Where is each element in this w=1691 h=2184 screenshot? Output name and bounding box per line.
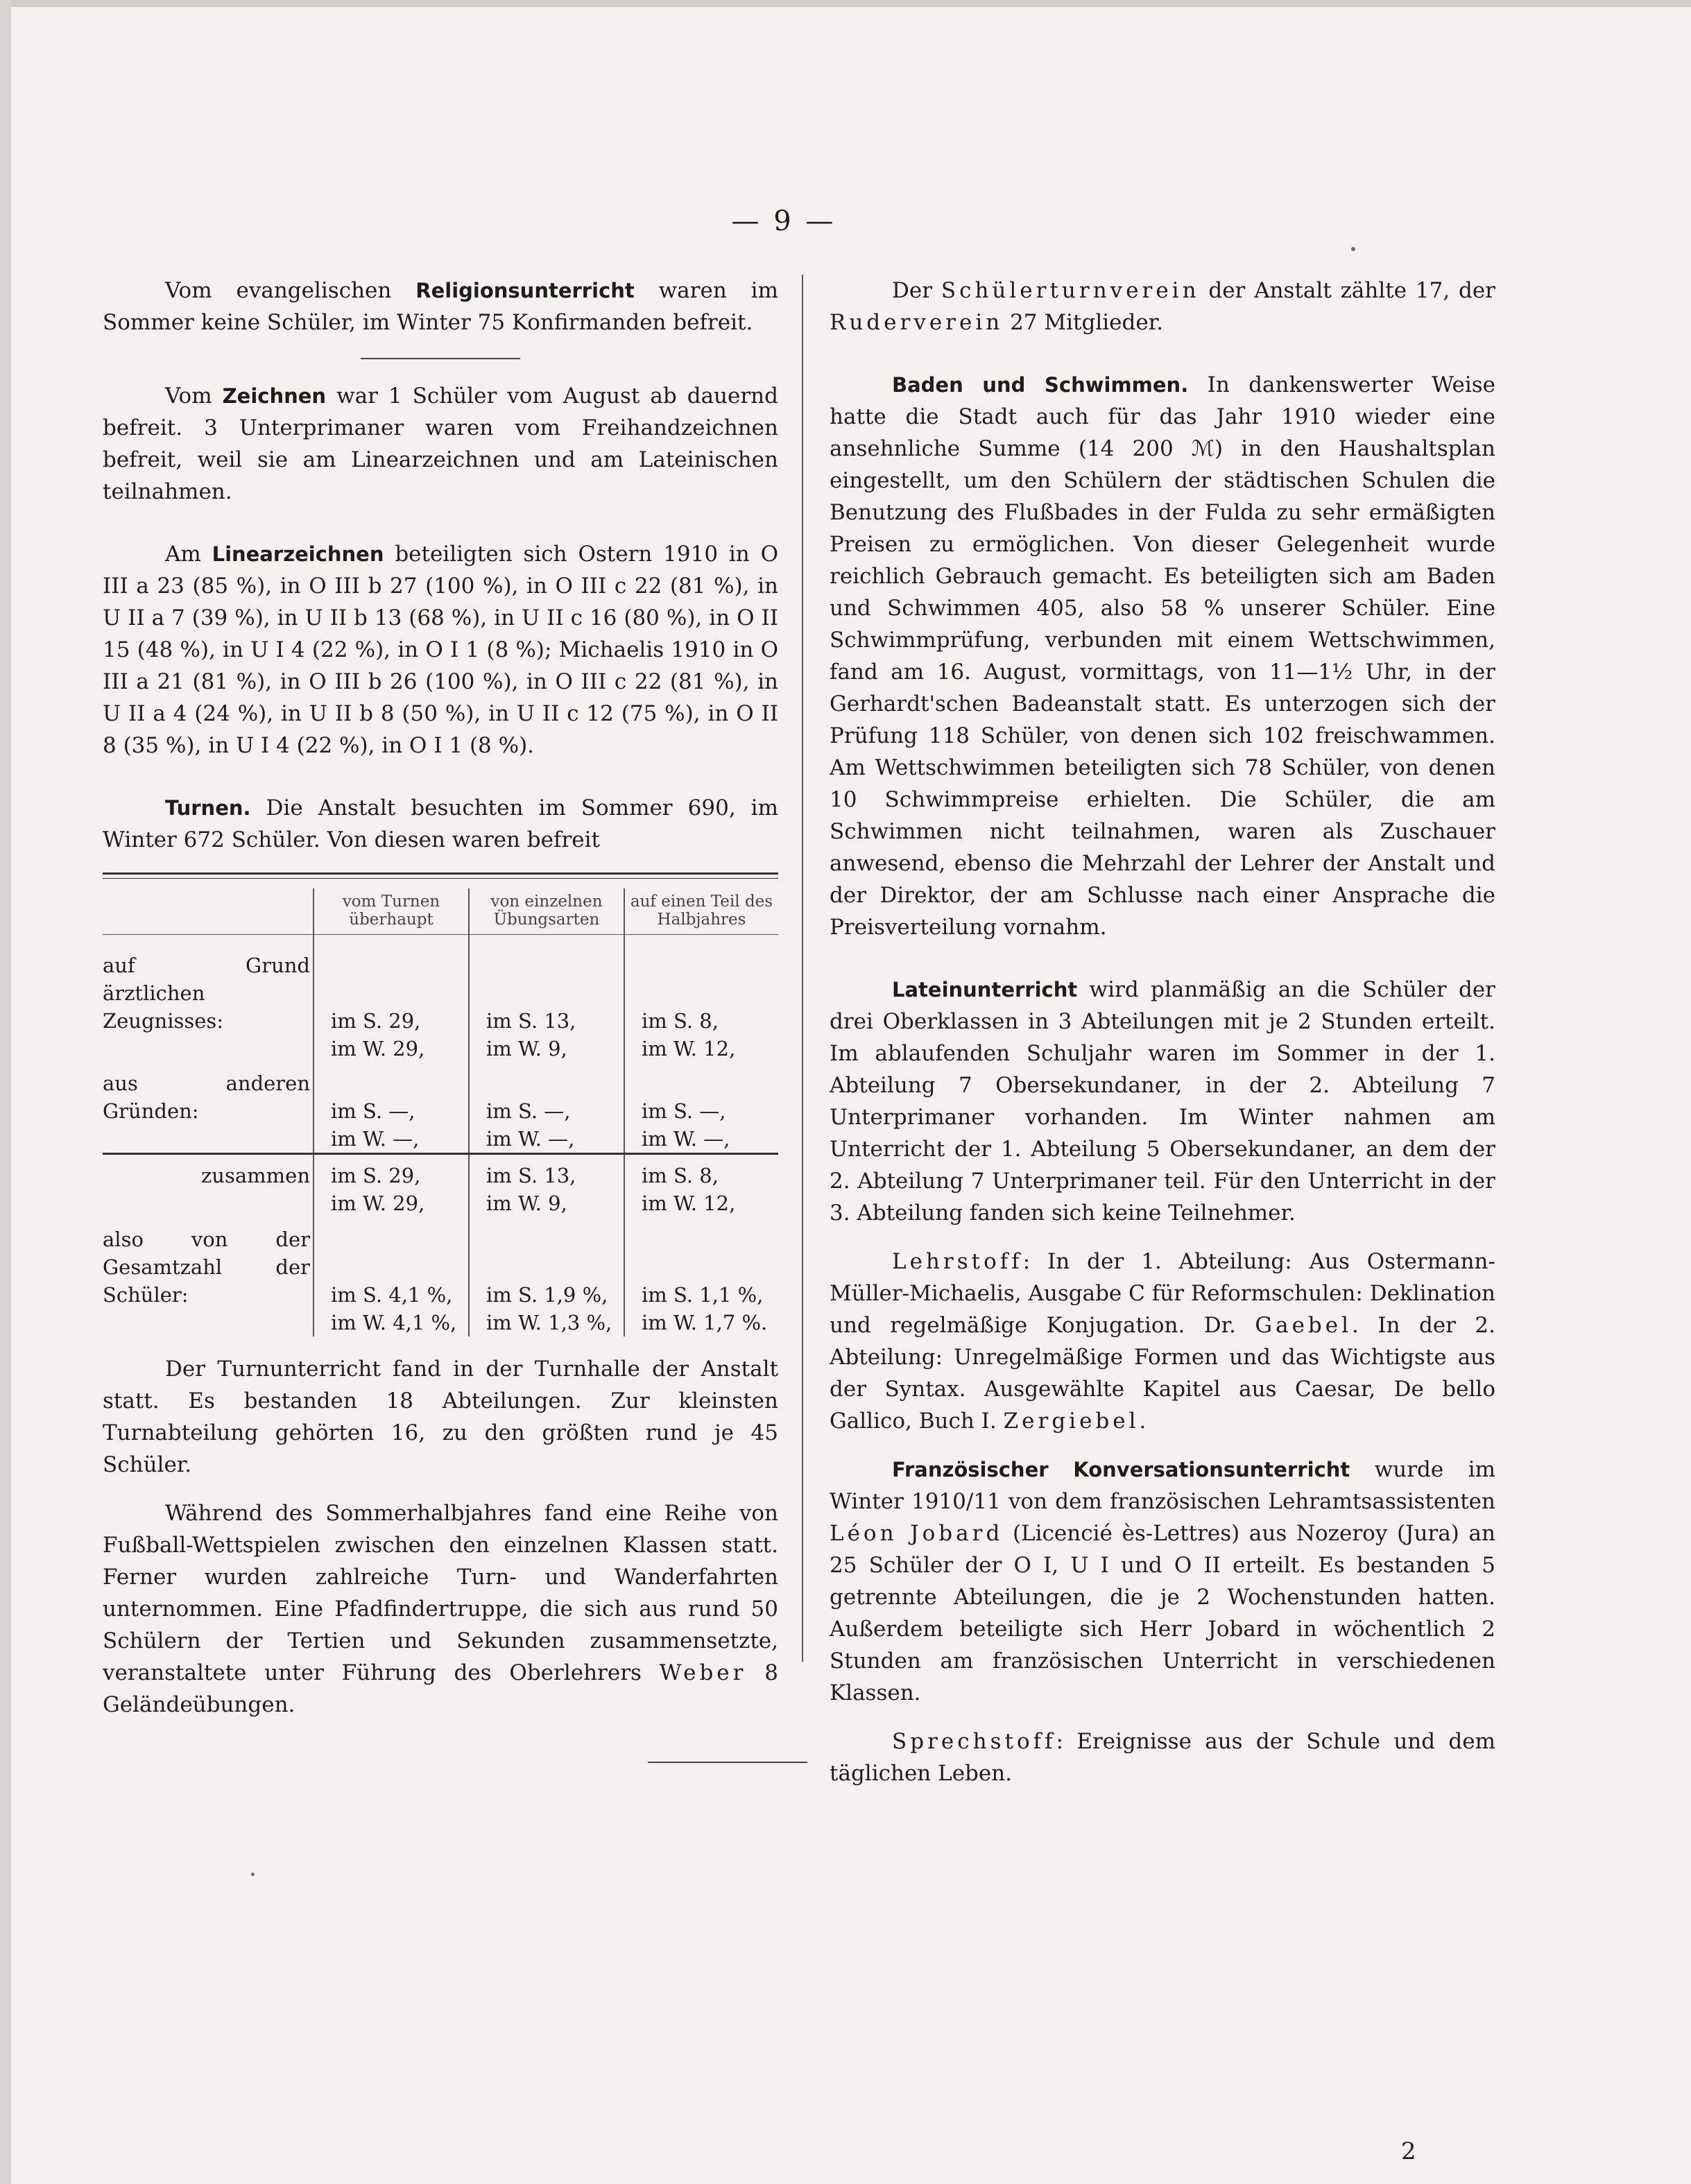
row-label: zusammen xyxy=(103,1154,314,1190)
heading-franzoesischer-konversationsunterricht: Französischer Konversationsunterricht xyxy=(892,1458,1350,1481)
table-row xyxy=(103,935,778,1035)
row-label: aus anderen Gründen: xyxy=(103,1072,310,1123)
sheet-signature: 2 xyxy=(1401,2138,1416,2165)
scan-top-edge xyxy=(0,0,1691,7)
cell: im S. 4,1 %, xyxy=(314,1217,469,1309)
header-teil-halbjahr: auf einen Teil des Halbjahres xyxy=(624,888,778,935)
cell: im W. 1,7 %. xyxy=(624,1309,778,1336)
cell: im W. 12, xyxy=(624,1189,778,1217)
row-label xyxy=(103,1035,314,1063)
name-leon-jobard: Léon Jobard xyxy=(830,1521,1004,1546)
paragraph-baden: Baden und Schwimmen. In dankenswerter Weise hatte die Stadt auch für das Jahr 1910 wieder eine ansehnliche Summe (14 200 ℳ) in den Haushaltsplan eingestellt, um den Schülern der städtischen Schulen die Benutzung des Flußbades in der Fulda zu sehr ermäßigten Preisen zu ermöglichen. Von dieser Gelegenheit wurde reichlich Gebrauch gemacht. Es beteiligten sich am Baden und Schwimmen 405, also 58 % unserer Schüler. Eine Schwimmprüfung, verbunden mit einem Wettschwimmen, fand am 16. August, vormittags, von 11—1½ Uhr, in der Gerhardt'schen Badeanstalt statt. Es unterzogen sich der Prüfung 118 Schüler, von denen sich 102 freischwammen. Am Wettschwimmen beteiligten sich 78 Schüler, von denen 10 Schwimmpreise erhielten. Die Schüler, die am Schwimmen nicht teilnahmen, waren als Zuschauer anwesend, ebenso die Mehrzahl der Lehrer der Anstalt und der Direktor, der am Schlusse nach einer Ansprache die Preisverteilung vornahm. xyxy=(830,372,1495,940)
separator-rule xyxy=(361,358,520,359)
paragraph-sommerhalbjahr: Während des Sommerhalbjahres fand eine Reihe von Fußball-Wettspielen zwischen den einzelnen Klassen statt. Ferner wurden zahlreiche Turn- und Wanderfahrten unternommen. Eine Pfadfindertruppe, die sich aus rund 50 Schülern der Tertien und Sekunden zusammensetzte, veranstaltete unter Führung des Oberlehrers Weber 8 Geländeübungen. xyxy=(103,1501,778,1717)
page-number: — 9 — xyxy=(731,205,836,237)
paragraph-lehrstoff: Lehrstoff: In der 1. Abteilung: Aus Ostermann-Müller-Michaelis, Ausgabe C für Reformschulen: Deklination und regelmäßige Konjugation. Dr. Gaebel. In der 2. Abteilung: Unregelmäßige Formen und das Wichtigste aus der Syntax. Ausgewählte Kapitel aus Caesar, De bello Gallico, Buch I. Zergiebel. xyxy=(830,1249,1495,1434)
turnen-exemption-table xyxy=(103,888,778,1336)
table-header-row xyxy=(103,888,778,935)
paragraph-franzoesisch: Französischer Konversationsunterricht wurde im Winter 1910/11 von dem französischen Lehramtsassistenten Léon Jobard (Licencié ès-Lettres) aus Nozeroy (Jura) an 25 Schüler der O I, U I und O II erteilt. Es bestanden 5 getrennte Abteilungen, die je 2 Wochenstunden hatten. Außerdem beteiligte sich Herr Jobard in wöchentlich 2 Stunden am französischen Unterricht in verschiedenen Klassen. xyxy=(830,1457,1496,1705)
cell: im W. 9, xyxy=(469,1189,624,1217)
paragraph-zeichnen: Vom Zeichnen war 1 Schüler vom August ab dauernd befreit. 3 Unterprimaner waren vom Freihandzeichnen befreit, weil sie am Linearzeichnen und am Lateinischen teilnahmen. xyxy=(103,384,778,504)
term-lehrstoff: Lehrstoff xyxy=(892,1249,1023,1274)
cell: im S. 13, xyxy=(469,1154,624,1190)
row-label xyxy=(103,1309,314,1336)
table-row xyxy=(103,1309,778,1336)
cell: im S. 13, xyxy=(469,935,624,1035)
cell: im W. 9, xyxy=(469,1035,624,1063)
table-top-rule xyxy=(103,872,778,879)
end-rule xyxy=(648,1762,807,1763)
heading-lateinunterricht: Lateinunterricht xyxy=(892,978,1078,1001)
heading-linearzeichnen: Linearzeichnen xyxy=(212,542,384,566)
heading-turnen: Turnen. xyxy=(165,796,251,820)
row-label xyxy=(103,1189,314,1217)
cell: im S. —, xyxy=(624,1063,778,1125)
cell: im S. 29, xyxy=(314,1154,469,1190)
row-label: auf Grund ärztlichen Zeugnisses: xyxy=(103,954,310,1033)
table-row-sum xyxy=(103,1154,778,1190)
name-zergiebel: Zergiebel xyxy=(1003,1409,1140,1434)
cell: im W. —, xyxy=(314,1125,469,1154)
cell: im W. 29, xyxy=(314,1035,469,1063)
paragraph-latein: Lateinunterricht wird planmäßig an die Schüler der drei Oberklassen in 3 Abteilungen mit je 2 Stunden erteilt. Im ablaufenden Schuljahr waren im Sommer in der 1. Abteilung 7 Obersekundaner, in der 2. Abteilung 7 Unterprimaner vorhanden. Im Winter nahmen am Unterricht der 1. Abteilung 5 Obersekundaner, an dem der 2. Abteilung 7 Unterprimaner teil. Für den Unterricht in der 3. Abteilung fanden sich keine Teilnehmer. xyxy=(830,977,1495,1226)
term-schuelerturnverein: Schülerturnverein xyxy=(941,278,1200,303)
paragraph-turnhalle: Der Turnunterricht fand in der Turnhalle der Anstalt statt. Es bestanden 18 Abteilungen. Zur kleinsten Turnabteilung gehörten 16, zu den größten rund je 45 Schüler. xyxy=(103,1357,778,1477)
left-column xyxy=(103,275,778,1721)
cell: im W. 4,1 %, xyxy=(314,1309,469,1336)
cell: im S. 1,1 %, xyxy=(624,1217,778,1309)
heading-religionsunterricht: Religionsunterricht xyxy=(415,279,635,302)
heading-baden-schwimmen: Baden und Schwimmen. xyxy=(892,373,1189,397)
paragraph-sprechstoff: Sprechstoff: Ereignisse aus der Schule und dem täglichen Leben. xyxy=(830,1729,1495,1786)
name-weber: Weber xyxy=(659,1660,747,1685)
paragraph-turnen: Turnen. Die Anstalt besuchten im Sommer 690, im Winter 672 Schüler. Von diesen waren befreit xyxy=(103,796,778,852)
cell: im W. 12, xyxy=(624,1035,778,1063)
cell: im S. 8, xyxy=(624,935,778,1035)
table-row xyxy=(103,1125,778,1154)
cell: im W. 1,3 %, xyxy=(469,1309,624,1336)
table-row xyxy=(103,1189,778,1217)
header-einzelne-uebungsarten: von einzelnen Übungsarten xyxy=(469,888,624,935)
ink-speck xyxy=(251,1873,255,1876)
heading-zeichnen: Zeichnen xyxy=(222,384,327,408)
paragraph-vereine: Der Schülerturnverein der Anstalt zählte 17, der Ruderverein 27 Mitglieder. xyxy=(830,278,1495,335)
term-ruderverein: Ruderverein xyxy=(830,310,1004,335)
name-gaebel: Gaebel xyxy=(1255,1313,1353,1338)
cell: im S. —, xyxy=(469,1063,624,1125)
cell: im S. —, xyxy=(314,1063,469,1125)
scan-left-edge xyxy=(0,0,11,2184)
column-divider xyxy=(802,275,803,1662)
cell: im S. 29, xyxy=(314,935,469,1035)
row-label: also von der Gesamtzahl der Schüler: xyxy=(103,1228,310,1307)
paragraph-linearzeichnen: Am Linearzeichnen beteiligten sich Ostern 1910 in O III a 23 (85 %), in O III b 27 (100 %), in O III c 22 (81 %), in U II a 7 (39 %), in U II b 13 (68 %), in U II c 16 (80 %), in O II 15 (48 %), in U I 4 (22 %), in O I 1 (8 %); Michaelis 1910 in O III a 21 (81 %), in O III b 26 (100 %), in O III c 22 (81 %), in U II a 4 (24 %), in U II b 8 (50 %), in U II c 12 (75 %), in O II 8 (35 %), in U I 4 (22 %), in O I 1 (8 %). xyxy=(103,542,778,758)
header-vom-turnen: vom Turnen überhaupt xyxy=(314,888,469,935)
table-row xyxy=(103,1217,778,1309)
table-row xyxy=(103,1035,778,1063)
table-row xyxy=(103,1063,778,1125)
right-column xyxy=(830,275,1495,1789)
term-sprechstoff: Sprechstoff xyxy=(892,1729,1056,1754)
cell: im W. —, xyxy=(624,1125,778,1154)
cell: im W. —, xyxy=(469,1125,624,1154)
row-label xyxy=(103,1125,314,1154)
cell: im S. 8, xyxy=(624,1154,778,1190)
cell: im S. 1,9 %, xyxy=(469,1217,624,1309)
ink-speck xyxy=(1351,247,1355,251)
paragraph-religion: Vom evangelischen Religionsunterricht waren im Sommer keine Schüler, im Winter 75 Konfirmanden befreit. xyxy=(103,278,778,335)
cell: im W. 29, xyxy=(314,1189,469,1217)
